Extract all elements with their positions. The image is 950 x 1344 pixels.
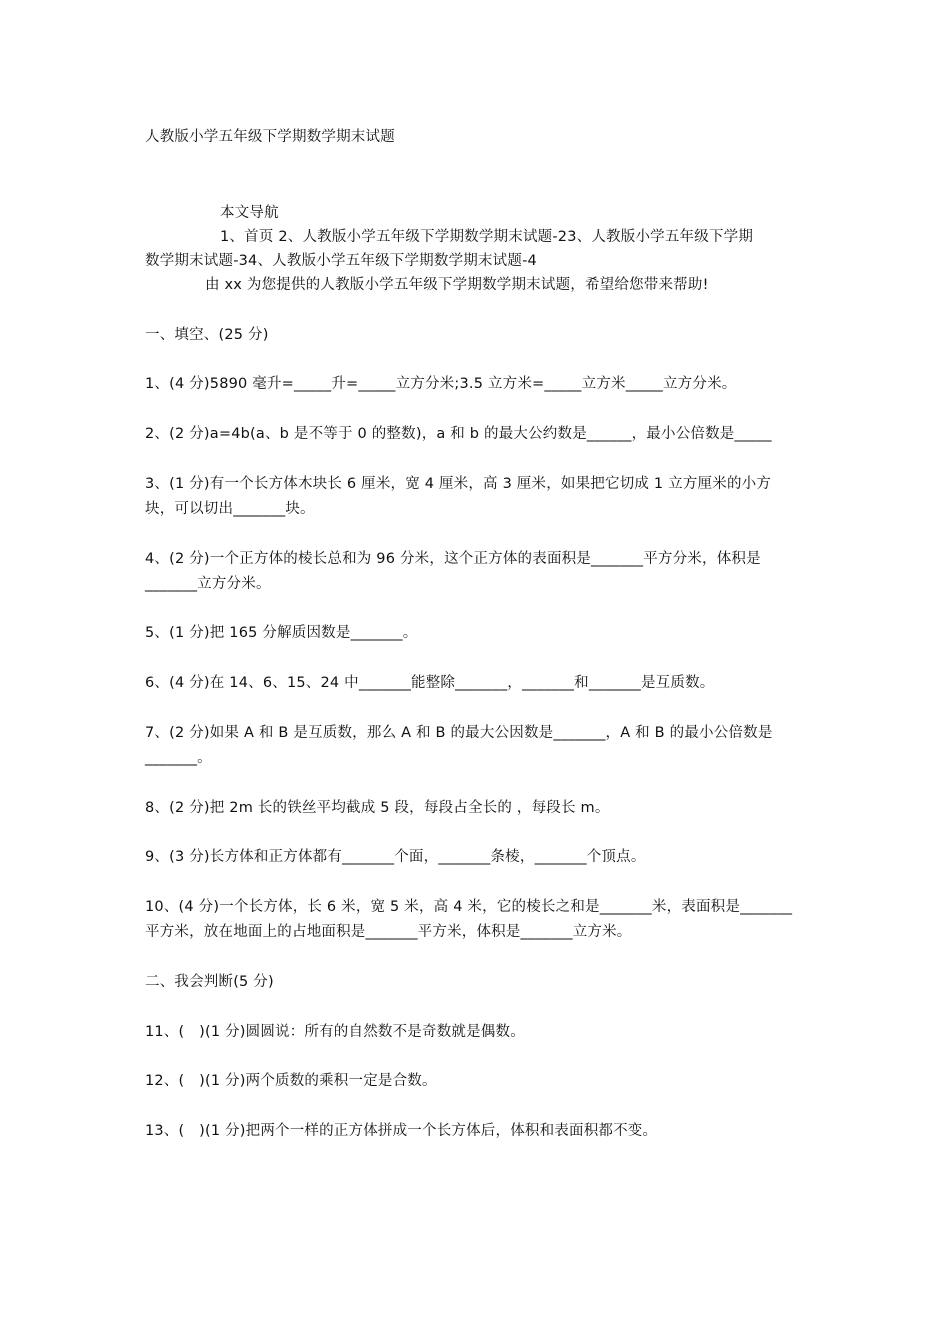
- nav-line-2: 数学期末试题-34、人教版小学五年级下学期数学期末试题-4: [145, 253, 537, 269]
- question-4-line-2: _______立方分米。: [145, 576, 271, 592]
- question-11: 11、( )(1 分)圆圆说：所有的自然数不是奇数就是偶数。: [145, 1024, 525, 1040]
- nav-line-1: 1、首页 2、人教版小学五年级下学期数学期末试题-23、人教版小学五年级下学期: [220, 229, 754, 245]
- question-3-line-1: 3、(1 分)有一个长方体木块长 6 厘米，宽 4 厘米，高 3 厘米，如果把它切成 1 立方厘米的小方: [145, 476, 772, 492]
- question-13: 13、( )(1 分)把两个一样的正方体拼成一个长方体后，体积和表面积都不变。: [145, 1123, 658, 1139]
- question-10-line-1: 10、(4 分)一个长方体，长 6 米，宽 5 米，高 4 米，它的棱长之和是_______米，表面积是_______: [145, 899, 793, 915]
- question-9: 9、(3 分)长方体和正方体都有_______个面，_______条棱，_______个顶点。: [145, 849, 646, 865]
- question-8: 8、(2 分)把 2m 长的铁丝平均截成 5 段，每段占全长的 ，每段长 m。: [145, 800, 610, 816]
- intro-text: 由 xx 为您提供的人教版小学五年级下学期数学期末试题，希望给您带来帮助!: [205, 277, 709, 293]
- section-heading-judge: 二、我会判断(5 分): [145, 974, 274, 990]
- question-12: 12、( )(1 分)两个质数的乘积一定是合数。: [145, 1073, 437, 1089]
- question-4-line-1: 4、(2 分)一个正方体的棱长总和为 96 分米，这个正方体的表面积是_______平方分米，体积是: [145, 551, 761, 567]
- question-1: 1、(4 分)5890 毫升=_____升=_____立方分米;3.5 立方米=_____立方米_____立方分米。: [145, 376, 737, 392]
- document-title: 人教版小学五年级下学期数学期末试题: [145, 129, 395, 145]
- question-5: 5、(1 分)把 165 分解质因数是_______。: [145, 625, 418, 641]
- question-7-line-1: 7、(2 分)如果 A 和 B 是互质数，那么 A 和 B 的最大公因数是_______，A 和 B 的最小公倍数是: [145, 725, 773, 741]
- question-10-line-2: 平方米，放在地面上的占地面积是_______平方米，体积是_______立方米。: [145, 924, 632, 940]
- question-7-line-2: _______。: [145, 750, 212, 766]
- question-6: 6、(4 分)在 14、6、15、24 中_______能整除_______，_______和_______是互质数。: [145, 675, 715, 691]
- question-3-line-2: 块，可以切出_______块。: [145, 501, 315, 517]
- section-heading-fill-in: 一、填空、(25 分): [145, 327, 269, 343]
- nav-heading: 本文导航: [220, 205, 279, 221]
- question-2: 2、(2 分)a=4b(a、b 是不等于 0 的整数)，a 和 b 的最大公约数是______，最小公倍数是_____: [145, 426, 772, 442]
